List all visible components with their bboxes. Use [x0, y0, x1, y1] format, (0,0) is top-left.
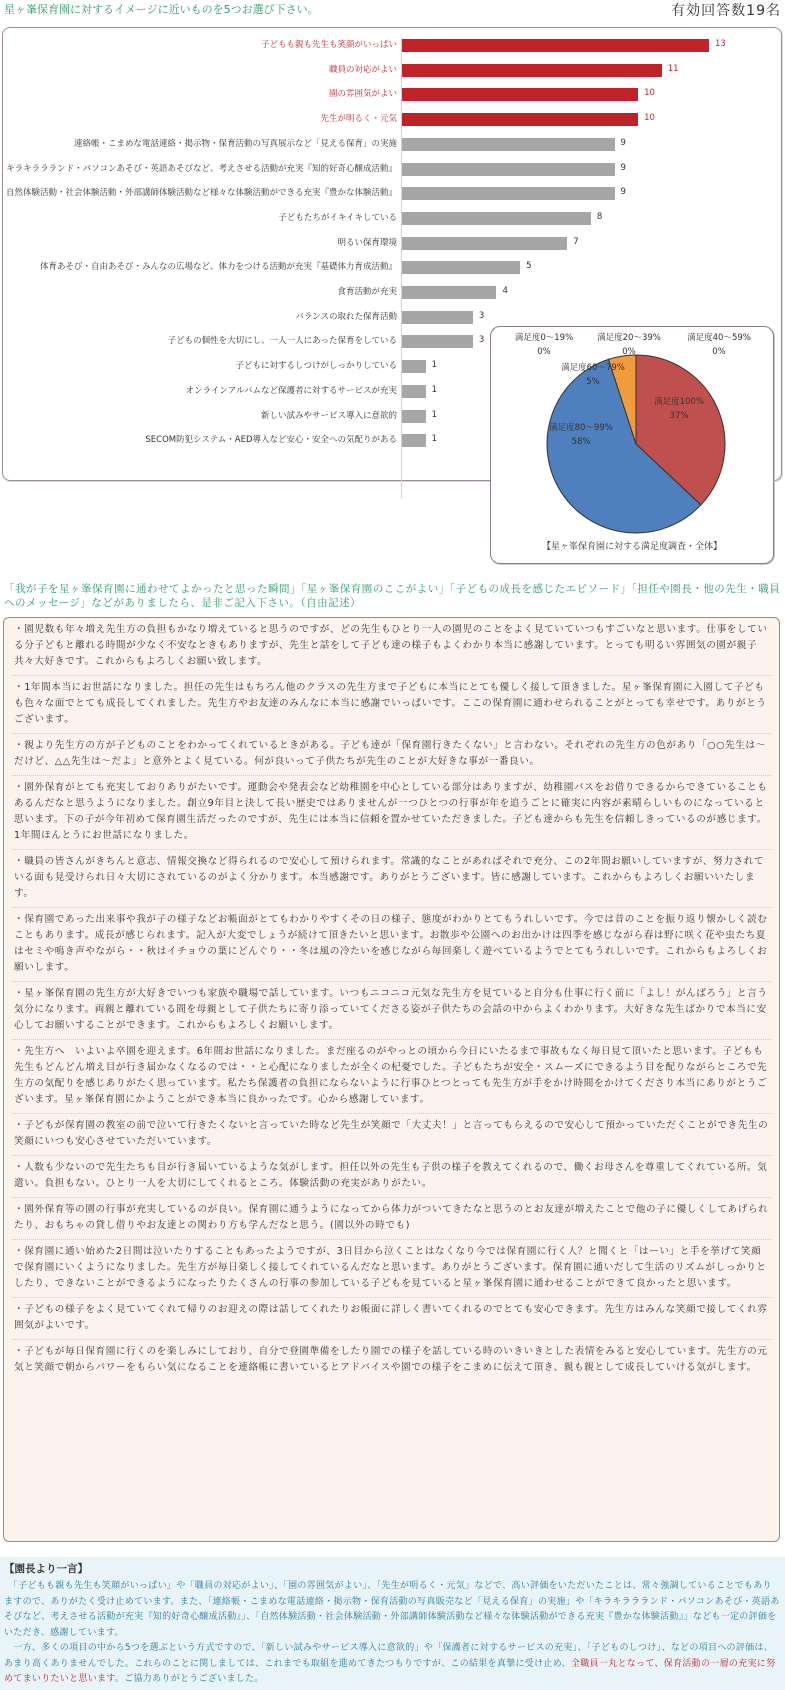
director-title: 【園長より一言】 [4, 1563, 88, 1575]
bar [402, 212, 591, 225]
pie-slice-percent: 37% [669, 411, 689, 421]
pie-slice-percent: 58% [571, 437, 591, 447]
comment-divider [12, 1339, 772, 1340]
bar-label: キラキララランド・パソコンあそび・英語あそびなど、考えさせる活動が充実『知的好奇心醸成活動』 [6, 163, 397, 174]
bar [402, 385, 426, 398]
bar [402, 311, 473, 324]
comment-item: ・先生方へ いよいよ卒園を迎えます。6年間お世話になりました。まだ座るのがやっとの頃から今日にいたるまで事故もなく毎日見て頂いたと思います。子どもも先生もどんどん増え目が行き届かなくなるのでは・・と心配になりましたが全くの杞憂でした。子どもたちが安全・スムーズにできるよう目を配りながらところで先生方の気配りを感じありがたく思っています。私たち保護者の負担にならないように行事ひとつとっても先生方が手をかけ時間をかけてくださり本当にありがとうございます。星ヶ峯保育園にかようことができ本当に良かったです。心から感謝しています。 [14, 1046, 768, 1105]
comment-item: ・人数も少ないので先生たちも目が行き届いているような気がします。担任以外の先生も子供の様子を教えてくれるので、働くお母さんを尊重してくれている所。気遣い。負担もない。ひとり一人を大切にしてくれるところ。体験活動の充実がありがたい。 [14, 1162, 768, 1189]
pie-zero-label [499, 331, 589, 359]
bar-row [3, 111, 783, 127]
bar-label: バランスの取れた保育活動 [295, 311, 397, 322]
bar-value-label: 9 [620, 162, 626, 173]
comment-item: ・保育園であった出来事や我が子の様子などお帳面がとてもわかりやすくその日の様子、態度がわかりとてもうれしいです。今では昔のことを振り返り懐かしく読むこともあります。成長が感じられます。記入が大変でしょうが続けて頂きたいと思います。お散歩や公園へのお出かけは四季を感じながら春は野に咲く花や虫たち夏はセミや鳴き声やながら・・秋はイチョウの葉にどんぐり・・冬は風の冷たいを感じながら毎回楽しく遊べているようでとてもうれしいです。これからもよろしくお願いします。 [14, 914, 768, 973]
bar-row [3, 309, 783, 325]
bar-value-label: 3 [478, 310, 485, 321]
comment-item: ・親より先生方の方が子どものことをわかってくれているときがある。子ども達が「保育園行きたくない」と言わない。それぞれの先生方の色があり「○○先生は〜だけど、△△先生は〜だよ」と意外とよく見ている。何が良いって子供たちが先生のことが大好きな事が一番良い。 [14, 740, 766, 767]
comment-divider [12, 1155, 772, 1156]
bar [402, 410, 426, 423]
bar-row [3, 210, 783, 226]
bar-value-label: 1 [431, 360, 438, 371]
director-message [0, 1557, 785, 1690]
comment-divider [12, 981, 772, 982]
bar [402, 187, 615, 200]
bar-label: オンラインアルバムなど保護者に対するサービスが充実 [185, 385, 397, 396]
comment-item: ・園外保育等の園の行事が充実しているのが良い。保育園に通うようになってから体力がついてきたなと思うのとお友達が増えたことで他の子に優しくしてあげられたり、おもちゃの貸し借りやお友達との関わり方も学んだなと思う。(園以外の時でも) [14, 1204, 769, 1231]
bar-value-label: 9 [620, 137, 626, 148]
comment-divider [12, 1039, 772, 1040]
bar-row [3, 62, 783, 78]
comment-item: ・1年間本当にお世話になりました。担任の先生はもちろん他のクラスの先生方まで子どもに本当にとても優しく接して頂きました。星ヶ峯保育園に入園して子どもも色々な面でとても成長してくれました。先生方やお友達のみんなに本当に感謝でいっぱいです。ここの保育園に通わせられることがとっても幸せです。ありがとうございます。 [14, 682, 767, 725]
bar-value-label: 5 [526, 261, 532, 272]
bar-label: 子どもの個性を大切にし、一人一人にあった保育をしている [167, 336, 397, 347]
pie-zero-percent: 0% [712, 347, 726, 357]
director-text-highlight: 全職員一丸となって、保育活動の一層の充実に努めてまいりたいと思います [4, 1658, 776, 1684]
bar-value-label: 1 [431, 434, 438, 445]
bar [402, 335, 473, 348]
bar-label: 先生が明るく・元気 [320, 114, 397, 125]
bar-value-label: 1 [431, 409, 438, 420]
bar-row [3, 185, 783, 201]
question-title: 星ヶ峯保育園に対するイメージに近いものを5つお選び下さい。 [4, 3, 319, 16]
director-text [4, 1579, 780, 1688]
bar-label: 明るい保育環境 [337, 237, 397, 248]
bar [402, 360, 426, 373]
comment-divider [12, 675, 772, 676]
bar [402, 286, 496, 299]
bar-label: 子どもたちがイキイキしている [278, 212, 397, 223]
bar-value-label: 7 [573, 236, 579, 247]
comment-item: ・園外保育がとても充実しておりありがたいです。運動会や発表会など幼稚園を中心としている部分はありますが、幼稚園バスをお借りできるからできていることもあるんだなと思うようになりました。創立9年目と決して長い歴史ではありませんが一つひとつの行事が年を追うごとに確実に内容が素晴らしいものになっていると思います。下の子が今年初めて保育園生活だったのですが、先生には本当に信頼を置かせていただきました。子ども達からも先生を信頼しきっているのが感じます。1年間ほんとうにお世話になりました。 [14, 782, 768, 841]
director-text-end: 。ご協力ありがとうございました。 [114, 1674, 264, 1684]
comment-divider [12, 775, 772, 776]
bar-row [3, 86, 783, 102]
comment-divider [12, 849, 772, 850]
bar-value-label: 13 [715, 39, 726, 49]
comments-box [3, 617, 780, 1542]
bar [402, 88, 638, 101]
bar [402, 163, 615, 176]
bar-label: 新しい試みやサービス導入に意欲的 [260, 410, 397, 421]
pie-slice-name: 満足度60〜79% [561, 363, 625, 373]
bar-label: 食育活動が充実 [337, 287, 397, 297]
bar-value-label: 8 [596, 211, 603, 222]
comment-divider [12, 1239, 772, 1240]
pie-slice-percent: 5% [586, 377, 600, 387]
bar-label: 職員の対応がよい [328, 64, 397, 75]
bar [402, 434, 426, 447]
pie-slice-name: 満足度100% [654, 397, 704, 407]
bar-value-label: 9 [620, 187, 626, 198]
bar-row [3, 259, 783, 275]
bar-label: SECOM防犯システム・AED導入など安心・安全への気配りがある [145, 435, 397, 446]
director-text-main: 「子どもも親も先生も笑顔がいっぱい」や「職員の対応がよい」、「園の雰囲気がよい」、「先生が明るく・元気」などで、高い評価をいただいたことは、常々強調していることでもありますので、ありがたく受け止めています。また、「連絡帳・こまめな電話連絡・掲示物・保育活動の写真販売など「見える保育」の実施」や「キラキララランド・パソコンあそび・英語あそびなど、考えさせる活動が充実『知的好奇心醸成活動』」、「自然体験活動・社会体験活動・外部講師体験活動など様々な体験活動ができる充実『豊かな体験活動』」なども一定の評価をいただき、感謝しています。 一方、多くの項目の中から5つを選ぶという方式ですので、「新しい試みやサービス導入に意欲的」や「保護者に対するサービスの充実」、「子どものしつけ」、などの項目への評価は、あまり高くありませんでした。これらのことに関しましては、これまでも取組を進めてきたつもりですが、この結果を真摯に受け止め、 [4, 1581, 780, 1669]
comment-divider [12, 907, 772, 908]
comment-item: ・星ヶ峯保育園の先生方が大好きでいつも家族や職場で話しています。いつもニコニコ元気な先生方を見ていると自分も仕事に行く前に「よし！がんばろう」と言う気分になります。両親と離れている間を母親として子供たちに寄り添っていてくださる姿が子供たちの会話の中からよくわかります。大好きな先生ばかりで本当に安心してお願いすることができます。これからもよろしくお願いします。 [14, 988, 768, 1031]
pie-zero-name: 満足度20〜39% [597, 333, 661, 343]
pie-zero-label [584, 331, 674, 359]
bar-value-label: 4 [502, 286, 508, 296]
bar [402, 138, 615, 151]
comment-divider [12, 1113, 772, 1114]
pie-zero-percent: 0% [622, 347, 636, 357]
bar-label: 連絡帳・こまめな電話連絡・掲示物・保育活動の写真展示など「見える保育」の実施 [73, 138, 397, 149]
bar-value-label: 11 [667, 63, 679, 74]
pie-slice-name: 満足度80〜99% [549, 423, 613, 433]
pie-slice-label [639, 395, 719, 423]
bar-label: 園の雰囲気がよい [328, 89, 397, 100]
bar-value-label: 1 [431, 384, 438, 395]
pie-slice-label [529, 421, 633, 449]
pie-zero-name: 満足度40〜59% [687, 333, 751, 343]
bar-value-label: 10 [644, 113, 655, 124]
response-count: 有効回答数19名 [671, 3, 781, 19]
bar-label: 子どもに対するしつけがしっかりしている [235, 361, 397, 372]
bar [402, 237, 567, 250]
comment-item: ・保育園に通い始めた2日間は泣いたりすることもあったようですが、3日目から泣くことはなくなり今では保育園に行く人？と聞くと「はーい」と手を挙げて笑顔で保育園にいくようになりました。先生方が毎日楽しく接してくれているんだなと思います。ありがとうございます。保育園に通いだして生活のリズムがしっかりとしたり、できないことができるようになったりたくさんの行事の参加している子どもを見ていると星ヶ峯保育園に通わせることができて良かったと思います。 [14, 1246, 767, 1289]
pie-zero-name: 満足度0〜19% [514, 333, 574, 343]
bar [402, 39, 709, 52]
bar-label: 子どもも親も先生も笑顔がいっぱい [260, 40, 397, 50]
bar-value-label: 10 [644, 88, 655, 99]
free-comment-question: 「我が子を星ヶ峯保育園に通わせてよかったと思った瞬間」「星ヶ峯保育園のここがよい」「子どもの成長を感じたエピソード」「担任や園長・他の先生・職員へのメッセージ」などがありましたら、是非ご記入下さい。（自由記述） [4, 583, 781, 609]
comment-item: ・子どもが毎日保育園に行くのを楽しみにしており、自分で登園準備をしたり園での様子を話している時のいきいきとした表情をみると安心しています。先生方の元気と笑顔で朝からパワーをもらい気になることを連絡帳に書いているとアドバイスや園での様子をこまめに伝えて頂き、親も親として成長していける気がします。 [14, 1346, 768, 1373]
pie-zero-percent: 0% [537, 347, 551, 357]
pie-chart-title: 【星ヶ峯保育園に対する満足度調査・全体】 [541, 542, 722, 552]
bar [402, 113, 638, 126]
comment-divider [12, 1297, 772, 1298]
pie-zero-label [674, 331, 764, 359]
bar [402, 261, 520, 274]
pie-chart-panel [490, 326, 774, 564]
comment-divider [12, 733, 772, 734]
bar-label: 体育あそび・自由あそび・みんなの広場など、体力をつける活動が充実『基礎体力育成活動』 [39, 262, 397, 273]
comment-item: ・園児数も年々増え先生方の負担もかなり増えていると思うのですが、どの先生もひとり一人の園児のことをよく見ていていつもすごいなと思います。仕事をしている分子どもと離れる時間が少なく不安なときもありますが、先生と話をして子ども達の様子もよくわかり本当に感謝しています。とっても明るい雰囲気の園が親子共々大好きです。これからもよろしくお願い致します。 [14, 624, 768, 667]
comment-item: ・職員の皆さんがきちんと意志、情報交換など得られるので安心して預けられます。常識的なことがあればそれで充分、この2年間お願いしていますが、努力されている面も見受けられ日々大切にされているのがよく分かります。本当感謝です。ありがとうございます。皆に感謝しています。これからもよろしくお願いいたします。 [14, 856, 765, 899]
bar-row [3, 284, 783, 300]
comment-divider [12, 1197, 772, 1198]
bar-row [3, 235, 783, 251]
bar-label: 自然体験活動・社会体験活動・外部講師体験活動など様々な体験活動ができる充実『豊かな体験活動』 [5, 188, 397, 199]
comment-item: ・子どもが保育園の教室の前で泣いて行きたくないと言っていた時など先生が笑顔で「大丈夫！」と言ってもらえるので安心して預かっていただくことができ先生の笑顔にいつも安心させていただいています。 [14, 1120, 769, 1147]
bar-row [3, 161, 783, 177]
comment-item: ・子どもの様子をよく見ていてくれて帰りのお迎えの際は話してくれたりお帳面に詳しく書いてくれるのでとても安心できます。先生方はみんな笑顔で接してくれ雰囲気がよいです。 [14, 1304, 768, 1331]
bar-row [3, 37, 783, 53]
bar [402, 64, 662, 77]
pie-slice-label [543, 361, 643, 389]
bar-value-label: 3 [478, 335, 485, 346]
bar-row [3, 136, 783, 152]
